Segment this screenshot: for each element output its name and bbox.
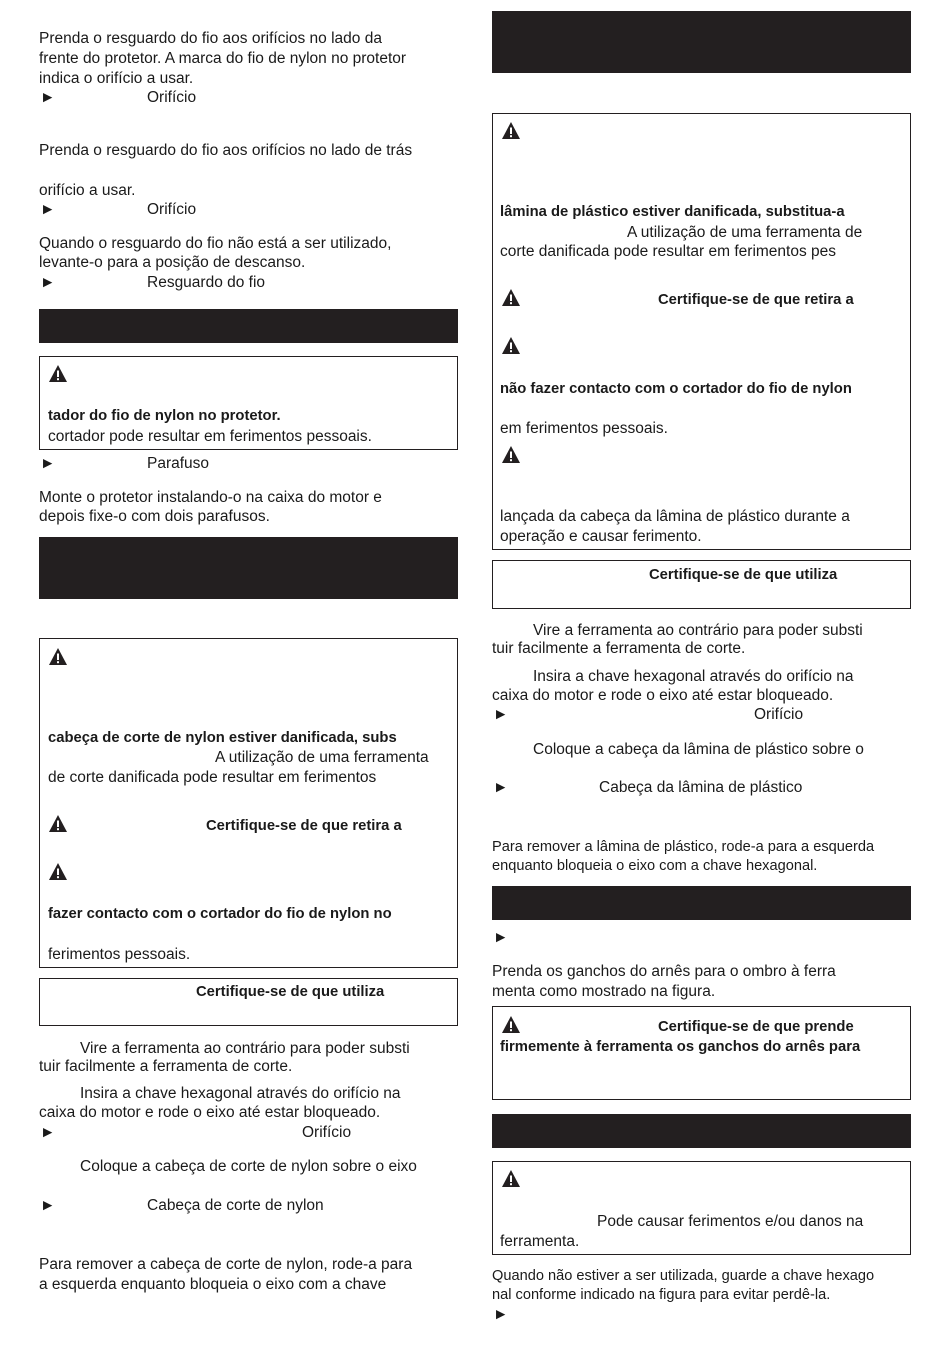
warning-icon (501, 1169, 521, 1188)
reference-arrow: ► (493, 929, 509, 946)
paragraph-line: Quando não estiver a ser utilizada, guarde a chave hexago (492, 1268, 875, 1284)
paragraph-line: frente do protetor. A marca do fio de nylon no protetor (39, 50, 407, 67)
warning-icon (48, 862, 68, 881)
reference-arrow: ► (40, 455, 56, 472)
paragraph-line: Prenda o resguardo do fio aos orifícios no lado de trás (39, 142, 413, 159)
warning-text: cortador pode resultar em ferimentos pessoais. (48, 428, 372, 445)
step-text: Insira a chave hexagonal através do orifício na (533, 668, 854, 685)
reference-label: Cabeça da lâmina de plástico (599, 779, 803, 796)
reference-arrow: ► (40, 274, 56, 291)
warning-icon (48, 364, 68, 383)
warning-text: A utilização de uma ferramenta de (627, 224, 863, 241)
paragraph-line: a esquerda enquanto bloqueia o eixo com a chave (39, 1276, 387, 1293)
reference-label: Orifício (302, 1124, 352, 1141)
paragraph-line: Prenda os ganchos do arnês para o ombro à ferra (492, 963, 836, 980)
reference-arrow: ► (40, 201, 56, 218)
paragraph-line: depois fixe-o com dois parafusos. (39, 508, 270, 525)
reference-arrow: ► (40, 1197, 56, 1214)
paragraph-line: Quando o resguardo do fio não está a ser utilizado, (39, 235, 392, 252)
reference-label: Parafuso (147, 455, 210, 472)
step-text: Vire a ferramenta ao contrário para poder substi (533, 622, 863, 639)
section-header-bar (492, 11, 911, 73)
section-header-bar (492, 886, 911, 920)
warning-icon (501, 288, 521, 307)
warning-bold-text: firmemente à ferramenta os ganchos do arnês para (500, 1039, 861, 1055)
paragraph-line: orifício a usar. (39, 182, 136, 199)
warning-icon (501, 121, 521, 140)
reference-arrow: ► (493, 1306, 509, 1323)
reference-arrow: ► (493, 779, 509, 796)
warning-text: em ferimentos pessoais. (500, 420, 668, 437)
step-text: Coloque a cabeça de corte de nylon sobre o eixo (80, 1158, 417, 1175)
step-text: caixa do motor e rode o eixo até estar bloqueado. (492, 687, 834, 704)
paragraph-line: Para remover a lâmina de plástico, rode-a para a esquerda (492, 839, 875, 855)
warning-text: ferramenta. (500, 1233, 580, 1250)
paragraph-line: Para remover a cabeça de corte de nylon, rode-a para (39, 1256, 413, 1273)
warning-text: Pode causar ferimentos e/ou danos na (597, 1213, 864, 1230)
warning-bold-text: não fazer contacto com o cortador do fio de nylon (500, 381, 852, 397)
warning-icon (48, 647, 68, 666)
warning-bold-text: cabeça de corte de nylon estiver danificada, subs (48, 730, 397, 746)
reference-arrow: ► (40, 1124, 56, 1141)
warning-text: operação e causar ferimento. (500, 528, 702, 545)
warning-bold-text: tador do fio de nylon no protetor. (48, 408, 281, 424)
section-header-bar (492, 1114, 911, 1148)
step-text: tuir facilmente a ferramenta de corte. (492, 640, 746, 657)
paragraph-line: nal conforme indicado na figura para evitar perdê-la. (492, 1287, 831, 1303)
warning-text: lançada da cabeça da lâmina de plástico durante a (500, 508, 850, 525)
reference-label: Orifício (147, 201, 197, 218)
reference-label: Orifício (147, 89, 197, 106)
warning-box (492, 113, 911, 550)
reference-label: Cabeça de corte de nylon (147, 1197, 324, 1214)
step-text: Vire a ferramenta ao contrário para poder substi (80, 1040, 410, 1057)
paragraph-line: enquanto bloqueia o eixo com a chave hexagonal. (492, 858, 818, 874)
section-header-bar (39, 309, 458, 343)
step-text: caixa do motor e rode o eixo até estar bloqueado. (39, 1104, 381, 1121)
warning-bold-text: fazer contacto com o cortador do fio de nylon no (48, 906, 392, 922)
paragraph-line: Prenda o resguardo do fio aos orifícios no lado da (39, 30, 382, 47)
reference-arrow: ► (493, 706, 509, 723)
section-header-bar (39, 537, 458, 599)
warning-text: A utilização de uma ferramenta (215, 749, 429, 766)
note-bold-text: Certifique-se de que utiliza (196, 984, 385, 1000)
step-text: Insira a chave hexagonal através do orifício na (80, 1085, 401, 1102)
warning-text: ferimentos pessoais. (48, 946, 191, 963)
warning-icon (501, 1015, 521, 1034)
warning-text: corte danificada pode resultar em ferimentos pes (500, 243, 837, 260)
warning-icon (501, 445, 521, 464)
reference-arrow: ► (40, 89, 56, 106)
note-bold-text: Certifique-se de que utiliza (649, 567, 838, 583)
warning-bold-text: lâmina de plástico estiver danificada, substitua-a (500, 204, 845, 220)
paragraph-line: indica o orifício a usar. (39, 70, 194, 87)
step-text: tuir facilmente a ferramenta de corte. (39, 1058, 293, 1075)
reference-label: Resguardo do fio (147, 274, 266, 291)
paragraph-line: menta como mostrado na figura. (492, 983, 716, 1000)
warning-text: de corte danificada pode resultar em ferimentos (48, 769, 377, 786)
paragraph-line: levante-o para a posição de descanso. (39, 254, 306, 271)
warning-icon (48, 814, 68, 833)
warning-bold-text: Certifique-se de que retira a (658, 292, 854, 308)
reference-label: Orifício (754, 706, 804, 723)
warning-bold-text: Certifique-se de que retira a (206, 818, 402, 834)
step-text: Coloque a cabeça da lâmina de plástico sobre o (533, 741, 864, 758)
warning-bold-text: Certifique-se de que prende (658, 1019, 854, 1035)
paragraph-line: Monte o protetor instalando-o na caixa do motor e (39, 489, 382, 506)
warning-icon (501, 336, 521, 355)
